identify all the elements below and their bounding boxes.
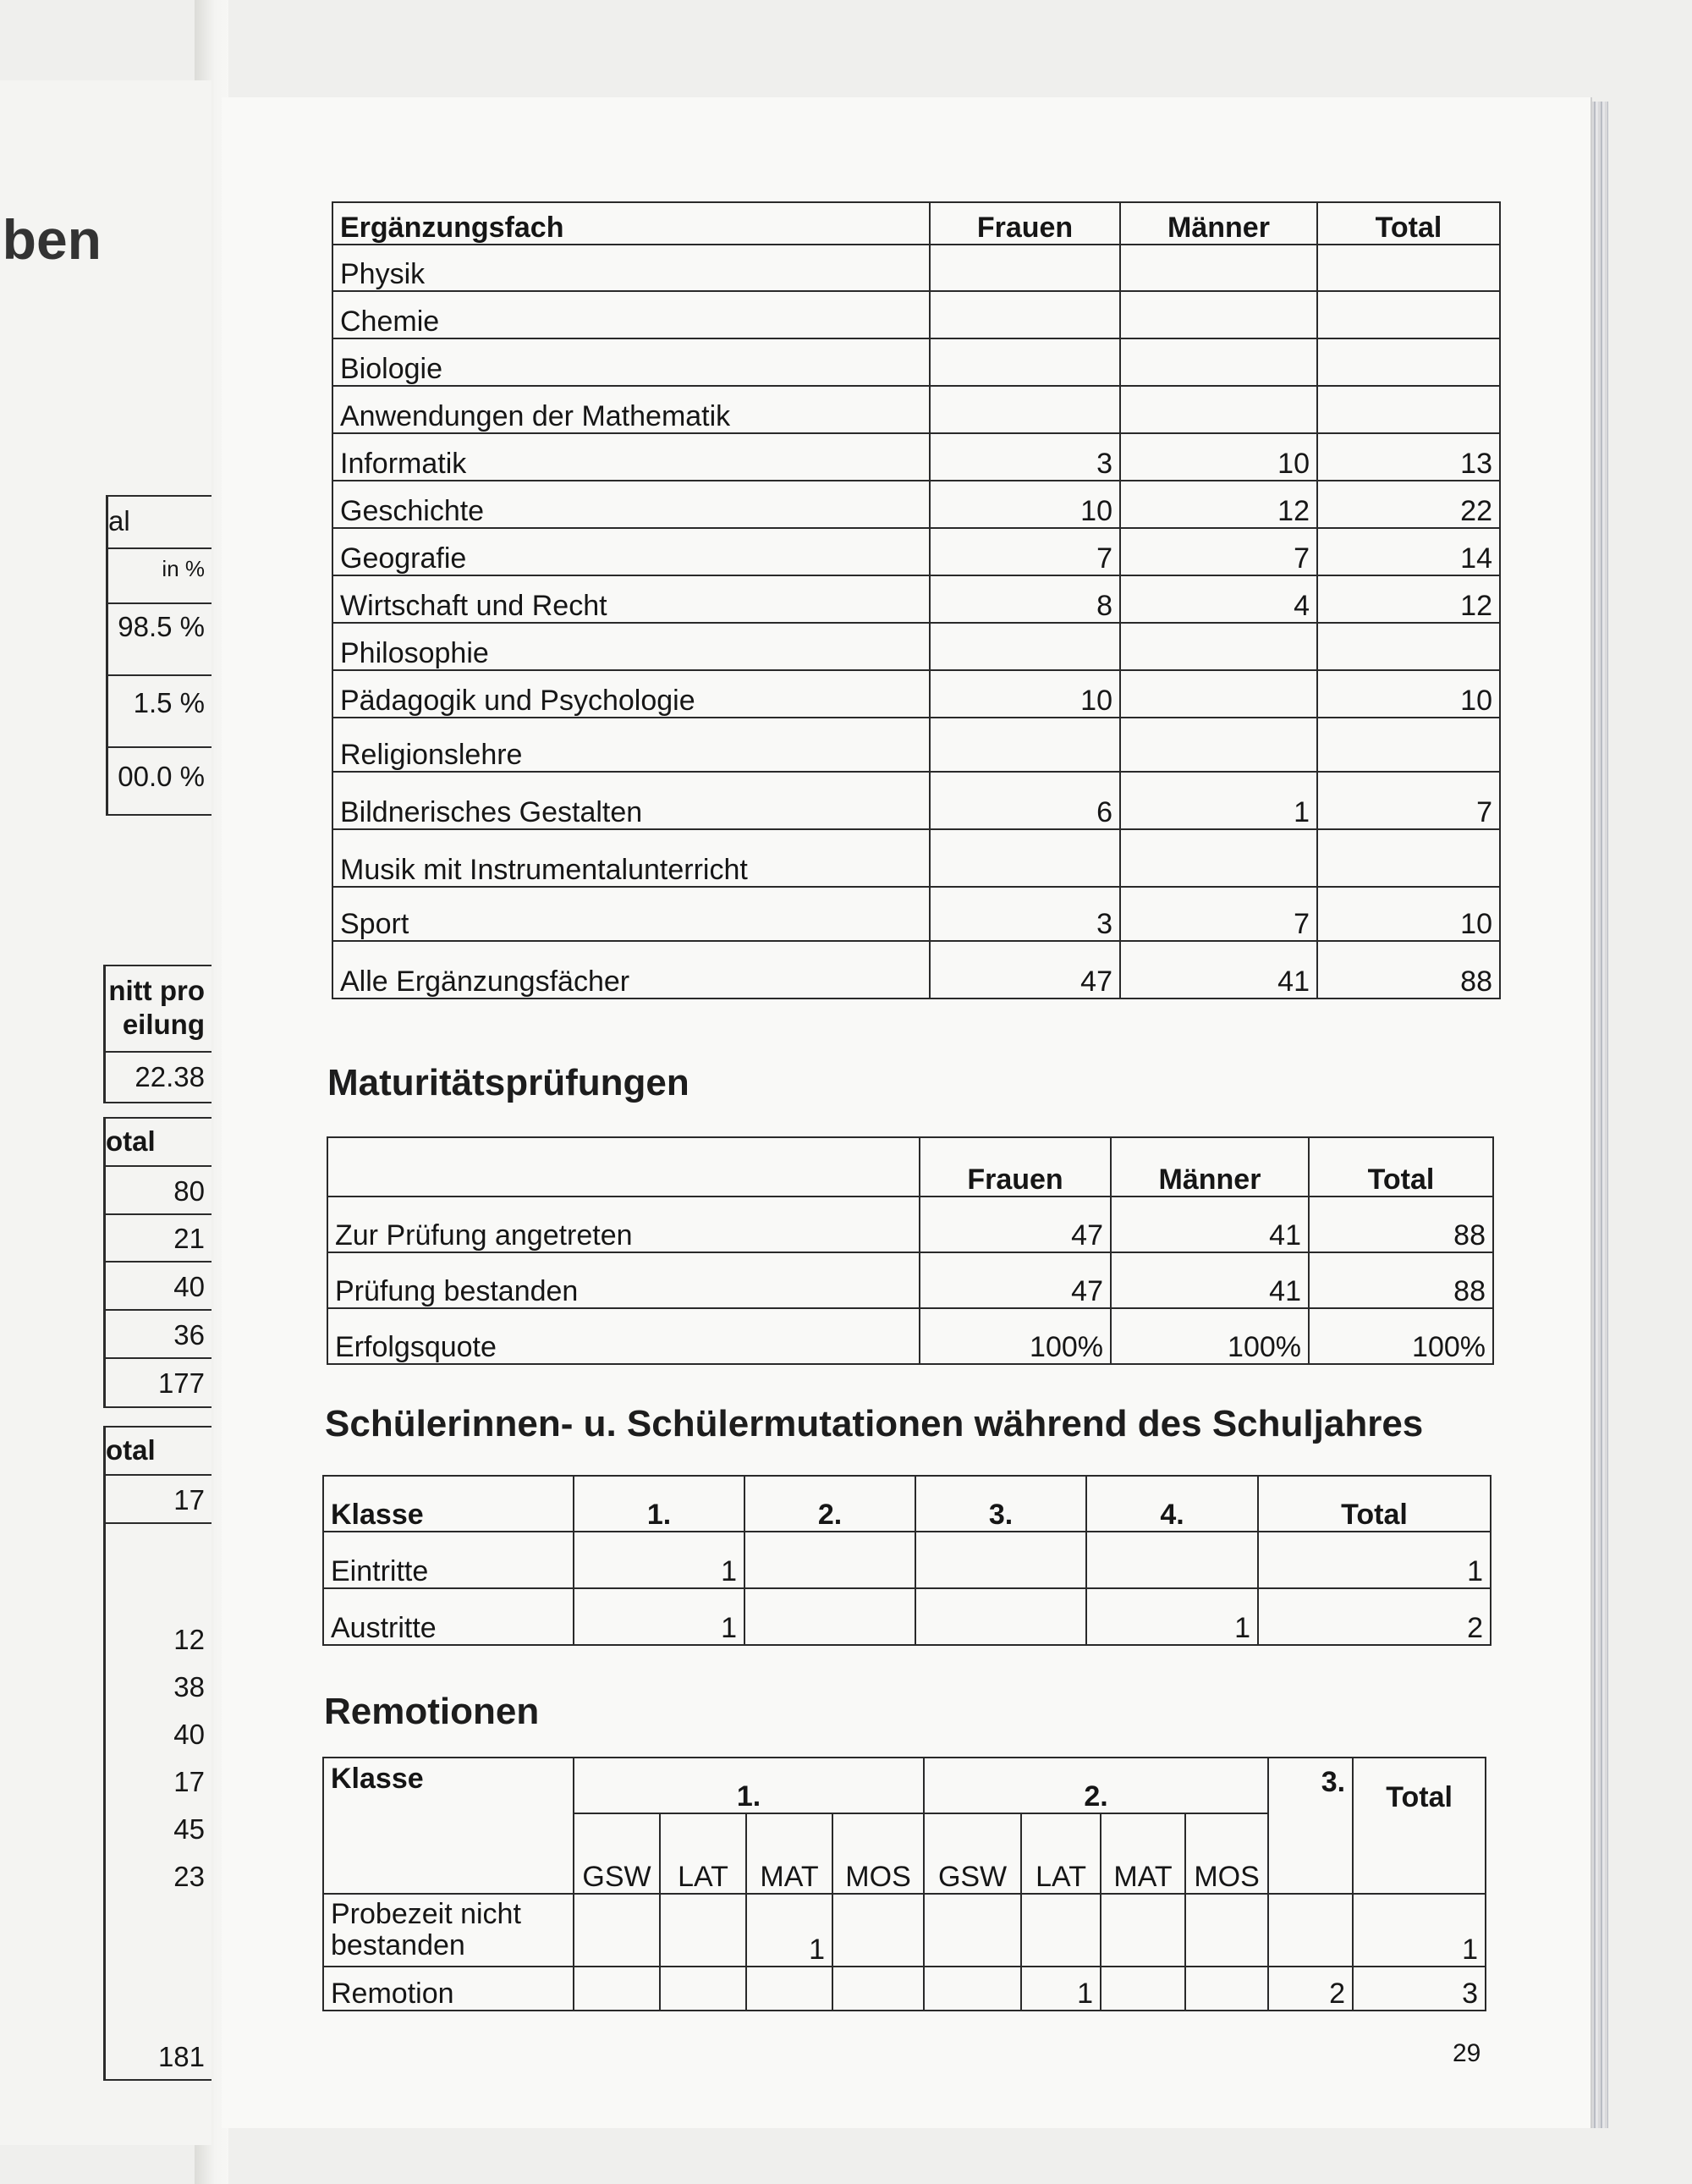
men-cell: 100% [1111, 1308, 1309, 1364]
total-cell: 100% [1309, 1308, 1493, 1364]
table-row [332, 718, 1500, 772]
col-header-class-4: 4. [1086, 1476, 1258, 1532]
total-cell: 10 [1317, 887, 1500, 941]
label-cell: Erfolgsquote [327, 1308, 920, 1364]
subject-cell: Alle Ergänzungsfächer [332, 941, 930, 998]
left-fragment: 40 [173, 1719, 205, 1750]
subheader-lat: LAT [1021, 1813, 1101, 1894]
class-3-cell [915, 1532, 1086, 1588]
value-cell [1185, 1894, 1268, 1967]
men-cell: 12 [1120, 481, 1317, 528]
value-cell: 1 [746, 1894, 832, 1967]
table-header-row [332, 202, 1500, 245]
value-cell [1101, 1894, 1185, 1967]
table-row [332, 386, 1500, 433]
value-cell: 1 [1021, 1967, 1101, 2011]
left-fragment: otal [106, 1125, 156, 1157]
total-cell: 2 [1258, 1588, 1491, 1645]
men-cell: 41 [1111, 1197, 1309, 1252]
subject-cell: Bildnerisches Gestalten [332, 772, 930, 829]
label-cell: Prüfung bestanden [327, 1252, 920, 1308]
col-header-subject: Ergänzungsfach [332, 202, 930, 245]
left-fragment: al [108, 505, 130, 536]
table-row [332, 575, 1500, 623]
table-row [332, 245, 1500, 291]
value-cell [574, 1894, 660, 1967]
col-header-class-2: 2. [744, 1476, 915, 1532]
mutationen-table [322, 1475, 1491, 1646]
table-row [327, 1197, 1493, 1252]
men-cell: 10 [1120, 433, 1317, 481]
total-cell: 7 [1317, 772, 1500, 829]
col-header-total: Total [1309, 1137, 1493, 1197]
subheader-gsw: GSW [574, 1813, 660, 1894]
col-header-women: Frauen [930, 202, 1120, 245]
subject-cell: Anwendungen der Mathematik [332, 386, 930, 433]
value-cell [832, 1894, 924, 1967]
women-cell: 47 [920, 1197, 1111, 1252]
total-cell [1317, 291, 1500, 338]
page-number: 29 [1453, 2039, 1481, 2067]
men-cell: 7 [1120, 887, 1317, 941]
col-header-class-3: 3. [915, 1476, 1086, 1532]
left-fragment: 1.5 % [133, 687, 205, 718]
table-row [332, 670, 1500, 718]
women-cell: 47 [930, 941, 1120, 998]
col-header-men: Männer [1120, 202, 1317, 245]
table-row [332, 291, 1500, 338]
subject-cell: Philosophie [332, 623, 930, 670]
subheader-gsw: GSW [924, 1813, 1021, 1894]
label-cell: Eintritte [323, 1532, 574, 1588]
women-cell [930, 623, 1120, 670]
left-table-3 [103, 1117, 212, 1408]
left-fragment: 12 [173, 1624, 205, 1655]
value-cell [1021, 1894, 1101, 1967]
table-row [323, 1588, 1491, 1645]
table-row [323, 1967, 1486, 2011]
left-fragment: 80 [173, 1175, 205, 1207]
empty-header-cell [327, 1137, 920, 1197]
table-row [332, 338, 1500, 386]
value-cell: 2 [1268, 1967, 1353, 2011]
left-fragment: 45 [173, 1813, 205, 1845]
value-cell [1101, 1967, 1185, 2011]
left-fragment: 21 [173, 1223, 205, 1254]
total-cell: 12 [1317, 575, 1500, 623]
table-row [332, 481, 1500, 528]
subject-cell: Pädagogik und Psychologie [332, 670, 930, 718]
left-fragment: 181 [157, 2041, 205, 2072]
women-cell [930, 291, 1120, 338]
value-cell [746, 1967, 832, 2011]
women-cell: 10 [930, 481, 1120, 528]
col-header-total: Total [1317, 202, 1500, 245]
col-header-klasse: Klasse [323, 1476, 574, 1532]
total-cell [1317, 386, 1500, 433]
table-row [332, 829, 1500, 887]
men-cell [1120, 829, 1317, 887]
left-fragment: 23 [173, 1861, 205, 1892]
subject-cell: Physik [332, 245, 930, 291]
total-cell: 13 [1317, 433, 1500, 481]
men-cell [1120, 245, 1317, 291]
value-cell [574, 1967, 660, 2011]
total-cell [1317, 718, 1500, 772]
men-cell: 7 [1120, 528, 1317, 575]
ergaenzungsfach-table [332, 201, 1501, 999]
subject-cell: Wirtschaft und Recht [332, 575, 930, 623]
col-header-class-1: 1. [574, 1476, 744, 1532]
left-fragment: 98.5 % [118, 611, 205, 642]
col-header-men: Männer [1111, 1137, 1309, 1197]
women-cell: 6 [930, 772, 1120, 829]
subject-cell: Geografie [332, 528, 930, 575]
men-cell [1120, 291, 1317, 338]
col-header-class-2: 2. [924, 1758, 1268, 1813]
class-2-cell [744, 1532, 915, 1588]
left-fragment: eilung [122, 1009, 205, 1040]
subject-cell: Musik mit Instrumentalunterricht [332, 829, 930, 887]
total-cell: 14 [1317, 528, 1500, 575]
men-cell: 1 [1120, 772, 1317, 829]
men-cell [1120, 386, 1317, 433]
table-header-row [323, 1476, 1491, 1532]
left-fragment: 00.0 % [118, 761, 205, 792]
section-title-remotionen: Remotionen [324, 1691, 540, 1732]
total-cell: 10 [1317, 670, 1500, 718]
left-fragment: 177 [157, 1367, 205, 1399]
class-3-cell [915, 1588, 1086, 1645]
total-cell: 1 [1258, 1532, 1491, 1588]
label-cell: Zur Prüfung angetreten [327, 1197, 920, 1252]
col-header-class-3: 3. [1268, 1758, 1353, 1894]
label-cell: Remotion [323, 1967, 574, 2011]
women-cell [930, 718, 1120, 772]
men-cell: 41 [1120, 941, 1317, 998]
value-cell [924, 1894, 1021, 1967]
women-cell [930, 245, 1120, 291]
left-fragment: 38 [173, 1671, 205, 1703]
section-title-matura: Maturitätsprüfungen [327, 1062, 689, 1103]
total-cell [1317, 829, 1500, 887]
class-4-cell [1086, 1532, 1258, 1588]
left-fragment: in % [162, 556, 205, 581]
men-cell: 4 [1120, 575, 1317, 623]
value-cell [832, 1967, 924, 2011]
women-cell: 3 [930, 887, 1120, 941]
remotionen-table [322, 1757, 1486, 2011]
subheader-mat: MAT [746, 1813, 832, 1894]
table-row [323, 1894, 1486, 1967]
subject-cell: Sport [332, 887, 930, 941]
subject-cell: Religionslehre [332, 718, 930, 772]
left-page-heading-fragment: ben [2, 208, 102, 271]
table-row [327, 1308, 1493, 1364]
value-cell [924, 1967, 1021, 2011]
table-header-row [323, 1758, 1486, 1813]
table-row [327, 1252, 1493, 1308]
class-1-cell: 1 [574, 1588, 744, 1645]
class-4-cell: 1 [1086, 1588, 1258, 1645]
subject-cell: Informatik [332, 433, 930, 481]
total-cell: 1 [1353, 1894, 1486, 1967]
women-cell [930, 338, 1120, 386]
left-page [0, 80, 212, 2145]
empty-cell [1353, 1813, 1486, 1894]
left-fragment: otal [106, 1434, 156, 1466]
value-cell [1185, 1967, 1268, 2011]
col-header-women: Frauen [920, 1137, 1111, 1197]
table-row [332, 528, 1500, 575]
left-fragment: 40 [173, 1271, 205, 1302]
col-header-klasse: Klasse [323, 1758, 574, 1894]
subheader-mos: MOS [1185, 1813, 1268, 1894]
table-row [332, 433, 1500, 481]
women-cell: 3 [930, 433, 1120, 481]
table-row [332, 772, 1500, 829]
table-row [332, 941, 1500, 998]
women-cell: 7 [930, 528, 1120, 575]
left-fragment: 22.38 [135, 1061, 205, 1092]
total-cell [1317, 245, 1500, 291]
col-header-total: Total [1258, 1476, 1491, 1532]
col-header-class-1: 1. [574, 1758, 924, 1813]
value-cell [660, 1967, 746, 2011]
men-cell [1120, 670, 1317, 718]
label-cell: Probezeit nicht bestanden [323, 1894, 574, 1967]
left-fragment: 17 [173, 1766, 205, 1797]
subheader-mat: MAT [1101, 1813, 1185, 1894]
left-table-2 [103, 965, 212, 1103]
value-cell [660, 1894, 746, 1967]
table-row [332, 623, 1500, 670]
left-fragment: 36 [173, 1319, 205, 1351]
matura-table [327, 1136, 1494, 1365]
section-title-mutationen: Schülerinnen- u. Schülermutationen während des Schuljahres [325, 1403, 1424, 1444]
total-cell [1317, 338, 1500, 386]
women-cell: 8 [930, 575, 1120, 623]
subject-cell: Biologie [332, 338, 930, 386]
table-header-row [327, 1137, 1493, 1197]
value-cell [1268, 1894, 1353, 1967]
women-cell [930, 386, 1120, 433]
total-cell: 22 [1317, 481, 1500, 528]
men-cell [1120, 718, 1317, 772]
total-cell: 88 [1309, 1197, 1493, 1252]
col-header-total: Total [1353, 1758, 1486, 1813]
women-cell: 47 [920, 1252, 1111, 1308]
total-cell: 88 [1317, 941, 1500, 998]
left-table-4 [103, 1426, 212, 2081]
women-cell: 100% [920, 1308, 1111, 1364]
men-cell [1120, 623, 1317, 670]
total-cell: 3 [1353, 1967, 1486, 2011]
subject-cell: Geschichte [332, 481, 930, 528]
left-fragment: 17 [173, 1484, 205, 1516]
class-2-cell [744, 1588, 915, 1645]
subject-cell: Chemie [332, 291, 930, 338]
women-cell: 10 [930, 670, 1120, 718]
total-cell: 88 [1309, 1252, 1493, 1308]
class-1-cell: 1 [574, 1532, 744, 1588]
left-table-1 [106, 495, 212, 816]
total-cell [1317, 623, 1500, 670]
table-row [323, 1532, 1491, 1588]
men-cell: 41 [1111, 1252, 1309, 1308]
subheader-mos: MOS [832, 1813, 924, 1894]
subheader-lat: LAT [660, 1813, 746, 1894]
label-cell: Austritte [323, 1588, 574, 1645]
left-fragment: nitt pro [108, 975, 205, 1006]
women-cell [930, 829, 1120, 887]
table-row [332, 887, 1500, 941]
men-cell [1120, 338, 1317, 386]
